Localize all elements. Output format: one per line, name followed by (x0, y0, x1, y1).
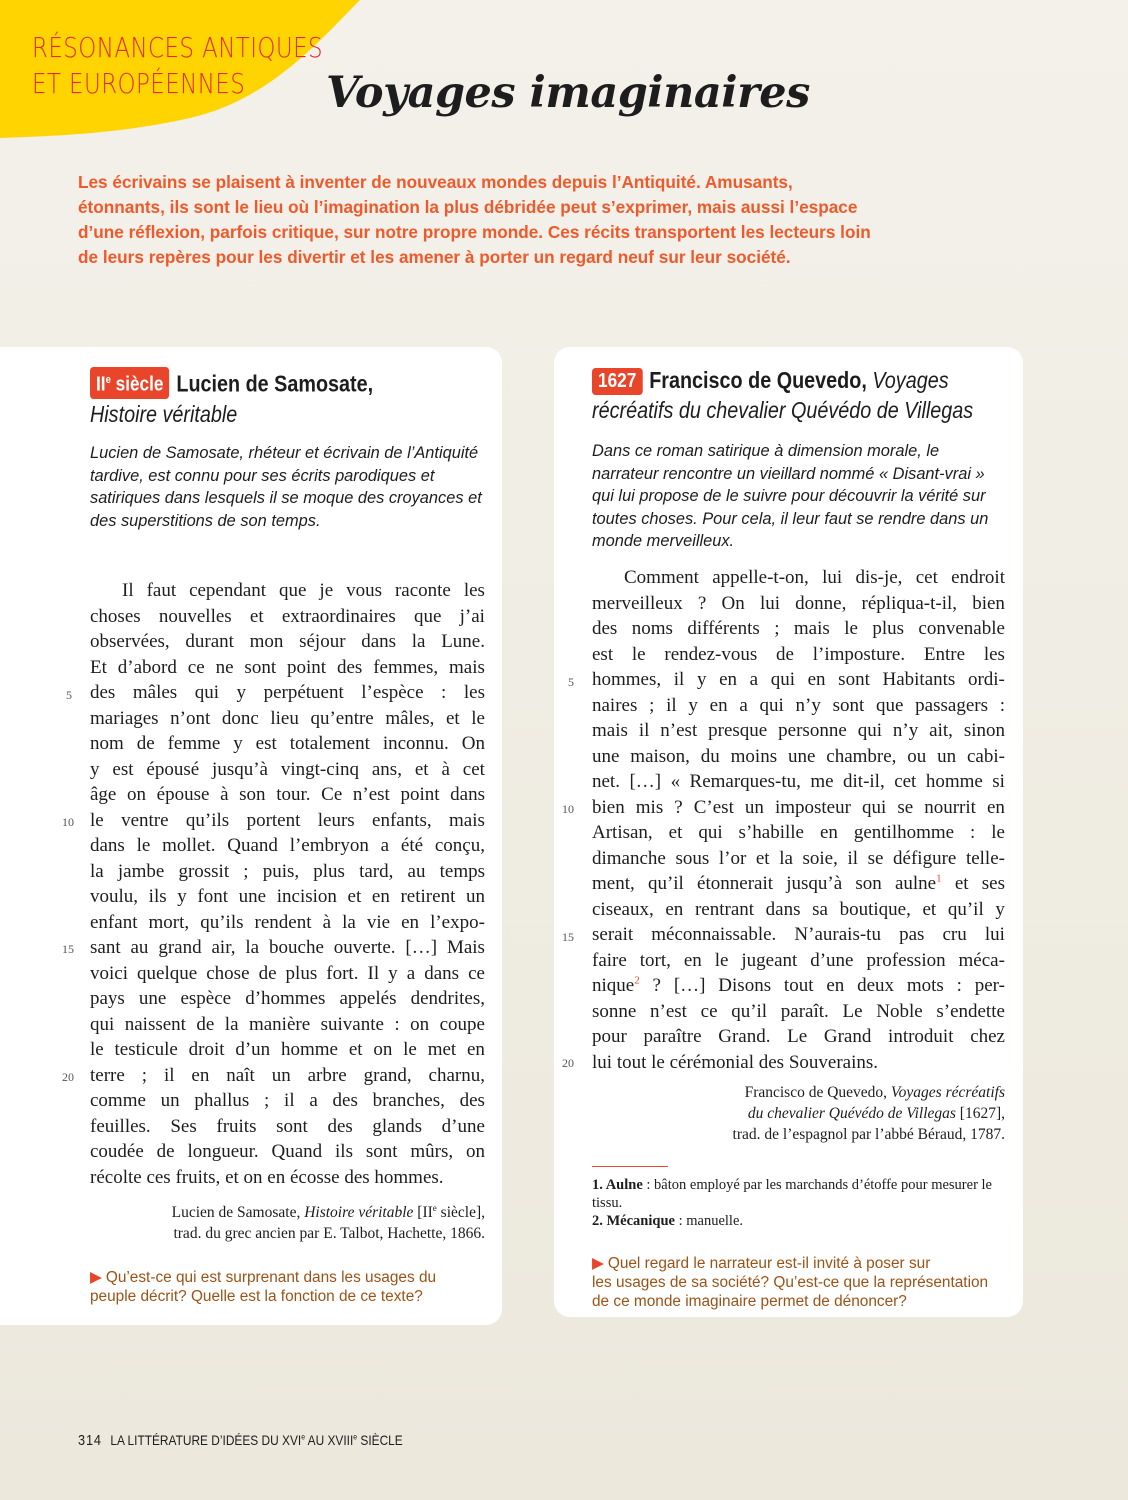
running-title: LA LITTÉRATURE D’IDÉES DU XVI (110, 1432, 302, 1448)
right-question-line1: Quel regard le narrateur est-il invité à poser sur (607, 1255, 931, 1272)
left-line-number-5: 5 (66, 688, 72, 702)
left-excerpt-line: voici quelque chose de plus fort. Il y a dans ce (90, 962, 485, 984)
right-presentation: Dans ce roman satirique à dimension morale, le narrateur rencontre un vieillard nommé « Disant-vrai » qui lui propose de le suivre pour découvrir la vérité sur toutes choses. Pour cela, il leur faut se rendre dans un monde merveilleux. (592, 442, 989, 550)
left-excerpt-line: sant au grand air, la bouche ouverte. […] Mais (90, 937, 485, 958)
left-excerpt-line: mariages n’ont donc lieu qu’entre mâles, et le (90, 707, 485, 729)
right-excerpt-line: net. […] « Remarques-tu, me dit-il, cet homme si (592, 771, 1005, 792)
right-excerpt-line: Artisan, et qui s’habille en gentilhomme : le (592, 822, 1005, 843)
intro-text: Les écrivains se plaisent à inventer de nouveaux mondes depuis l’Antiquité. Amusants, étonnants, ils sont le lieu où l’imagination la plus débridée peut s’exprimer, mais aussi l’espace d’une réflexion, parfois critique, sur notre propre monde. Ces récits transportent les lecteurs loin de leurs repères pour les divertir et les amener à porter un regard neuf sur leur société. (78, 172, 871, 267)
right-excerpt-line: serait méconnaissable. N’aurais-tu pas cru lui (592, 924, 1005, 945)
left-date-badge (90, 367, 169, 399)
triangle-right-icon: ▶ (592, 1255, 604, 1272)
left-source-translation: trad. du grec ancien par E. Talbot, Hachette, 1866. (173, 1225, 485, 1243)
footnote-1-def: : bâton employé par les marchands d’étoffe pour mesurer le tissu. (592, 1177, 992, 1211)
running-title-mid: AU XVIII (305, 1432, 354, 1448)
left-excerpt-line: coudée de longueur. Quand ils sont mûrs, on (90, 1141, 485, 1162)
left-line-number-10: 10 (62, 815, 74, 829)
right-line-number-15: 15 (562, 930, 574, 944)
right-excerpt-line: est le rendez-vous de l’imposture. Entre les (592, 643, 1005, 665)
left-excerpt-line: des mâles qui y perpétuent l’espèce : les (90, 682, 485, 703)
left-excerpt-line: le ventre qu’ils portent leurs enfants, mais (90, 809, 485, 831)
left-excerpt (90, 578, 485, 1190)
right-excerpt-line: ciseaux, en rentrant dans sa boutique, et qu’il y (592, 898, 1005, 920)
left-presentation: Lucien de Samosate, rhéteur et écrivain de l’Antiquité tardive, est connu pour ses écrits parodiques et satiriques dans lesquels il se moque des croyances et des superstitions de son temps. (90, 444, 482, 530)
right-excerpt-line: dimanche sous l’or et la soie, il se défigure telle- (592, 847, 1005, 869)
left-excerpt-line: âge on épouse à son tour. Ce n’est point dans (90, 784, 485, 805)
triangle-right-icon: ▶ (90, 1269, 102, 1286)
running-title-sup1: e (301, 1432, 306, 1442)
left-excerpt-line: qui naissent de la manière suivante : on coupe (90, 1013, 485, 1035)
left-source-date: [II (417, 1204, 433, 1222)
running-title-sup2: e (353, 1432, 358, 1442)
right-excerpt-line: mais il n’est presque personne qui n’y ait, sinon (592, 720, 1005, 741)
footnote-divider (592, 1166, 668, 1167)
left-question (90, 1268, 470, 1306)
right-source-work2: du chevalier Quévédo de Villegas (747, 1105, 956, 1122)
left-date-roman: II (96, 373, 106, 396)
right-excerpt-line: lui tout le cérémonial des Souverains. (592, 1051, 879, 1073)
right-excerpt-line: ment, qu’il étonnerait jusqu’à son aulne$^1$ et ses (592, 872, 1005, 894)
left-heading (90, 367, 373, 429)
right-excerpt-line: sonne n’est ce qu’il paraît. Le Noble s’endette (592, 1000, 1005, 1022)
left-excerpt-line: y est épousé jusqu’à vingt-cinq ans, et à cet (90, 758, 485, 780)
left-excerpt-line: feuilles. Ses fruits sont des glands d’une (90, 1115, 485, 1137)
right-question-rest: les usages de sa société? Qu’est-ce que la représentation de ce monde imaginaire permet de dénoncer? (592, 1274, 989, 1310)
left-date-word: siècle (115, 373, 164, 396)
right-source-date: [1627], (955, 1105, 1005, 1122)
left-excerpt-line: pays une espèce d’hommes appelés dendrites, (90, 988, 485, 1009)
left-line-number-20: 20 (62, 1070, 74, 1084)
right-excerpt-line: des noms différents ; mais le plus convenable (592, 618, 1005, 639)
left-excerpt-line: Il faut cependant que je vous raconte les (122, 580, 485, 601)
left-excerpt-line: terre ; il en naît un arbre grand, charnu, (90, 1064, 485, 1086)
left-excerpt-line: Et d’abord ce ne sont point des femmes, mais (90, 656, 485, 678)
left-source-date-end: siècle], (440, 1204, 485, 1222)
right-excerpt (592, 565, 1005, 1075)
right-question (592, 1254, 1002, 1311)
right-source-author: Francisco de Quevedo, (744, 1084, 888, 1101)
running-title-end: SIÈCLE (357, 1432, 403, 1448)
left-excerpt-line: choses nouvelles et extraordinaires que j’ai (90, 605, 485, 627)
right-excerpt-line: bien mis ? C’est un imposteur qui se nourrit en (592, 796, 1005, 818)
left-excerpt-line: nom de femme y est totalement inconnu. On (90, 733, 485, 754)
right-line-number-20: 20 (562, 1056, 574, 1070)
footnote-2-def: : manuelle. (674, 1213, 744, 1229)
left-excerpt-line: voulu, ils y font une incision et en retirent un (90, 886, 485, 907)
left-line-number-15: 15 (62, 942, 74, 956)
left-excerpt-line: comme un phallus ; il a des branches, des (90, 1090, 485, 1111)
right-source-work1: Voyages récréatifs (890, 1084, 1005, 1101)
right-excerpt-line: faire tort, en le jugeant d’une profession méca- (592, 949, 1005, 971)
right-excerpt-line: merveilleux ? On lui donne, répliqua-t-il, bien (592, 592, 1005, 614)
right-source (610, 1082, 1005, 1145)
footnotes (592, 1176, 992, 1230)
right-date-badge: 1627 (592, 368, 642, 395)
page-number: 314 (78, 1432, 102, 1449)
right-work-title-line1: Voyages (872, 367, 949, 393)
left-excerpt-line: la jambe grossit ; puis, plus tard, au temps (90, 860, 485, 882)
left-question-text: Qu’est-ce qui est surprenant dans les usages du peuple décrit? Quelle est la fonction de ce texte? (90, 1269, 437, 1305)
footnote-ref-2: 2 (634, 974, 640, 987)
footnote-2 (592, 1212, 992, 1230)
right-excerpt-line: pour paraître Grand. Le Grand introduit chez (592, 1026, 1005, 1047)
page-footer (78, 1432, 403, 1449)
left-excerpt-line: observées, durant mon séjour dans la Lune. (90, 631, 485, 652)
section-tag (32, 30, 323, 102)
left-source-date-sup: e (432, 1203, 437, 1213)
footnote-1-term: 1. Aulne (592, 1177, 643, 1193)
right-source-translation: trad. de l’espagnol par l’abbé Béraud, 1787. (732, 1126, 1005, 1143)
left-excerpt-line: dans le mollet. Quand l’embryon a été conçu, (90, 835, 485, 856)
right-line-number-10: 10 (562, 802, 574, 816)
footnote-ref-1: 1 (936, 872, 942, 885)
section-tag-line2: ET EUROPÉENNES (32, 67, 246, 100)
right-heading (592, 365, 973, 425)
right-excerpt-line: hommes, il y en a qui en sont Habitants ordi- (592, 669, 1005, 690)
left-excerpt-line: enfant mort, qu’ils rendent à la vie en l’expo- (90, 911, 485, 933)
left-source-author: Lucien de Samosate, (171, 1204, 301, 1222)
left-source (100, 1198, 485, 1244)
left-date-sup: e (105, 374, 111, 386)
footnote-1 (592, 1176, 992, 1212)
right-work-title-line2: récréatifs du chevalier Quévédo de Villegas (592, 397, 974, 423)
footnote-2-term: 2. Mécanique (592, 1213, 675, 1229)
right-line-number-5: 5 (568, 675, 574, 689)
left-excerpt-line: le testicule droit d’un homme et on le met en (90, 1039, 485, 1060)
left-excerpt-line: récolte ces fruits, et on en écosse des hommes. (90, 1166, 444, 1188)
section-tag-line1: RÉSONANCES ANTIQUES (32, 31, 324, 64)
right-author: Francisco de Quevedo, (649, 367, 867, 393)
left-author: Lucien de Samosate, (176, 370, 374, 397)
right-excerpt-line: nique$^2$ ? […] Disons tout en deux mots : per- (592, 974, 1005, 996)
left-work-title: Histoire véritable (90, 400, 238, 427)
page-title: Voyages imaginaires (326, 68, 810, 118)
right-excerpt-line: Comment appelle-t-on, lui dis-je, cet endroit (624, 567, 1005, 588)
left-source-work: Histoire véritable (304, 1204, 414, 1222)
right-excerpt-line: naires ; il y en a qui n’y sont que passagers : (592, 694, 1005, 716)
right-excerpt-line: une maison, du moins une chambre, ou un cabi- (592, 745, 1005, 767)
